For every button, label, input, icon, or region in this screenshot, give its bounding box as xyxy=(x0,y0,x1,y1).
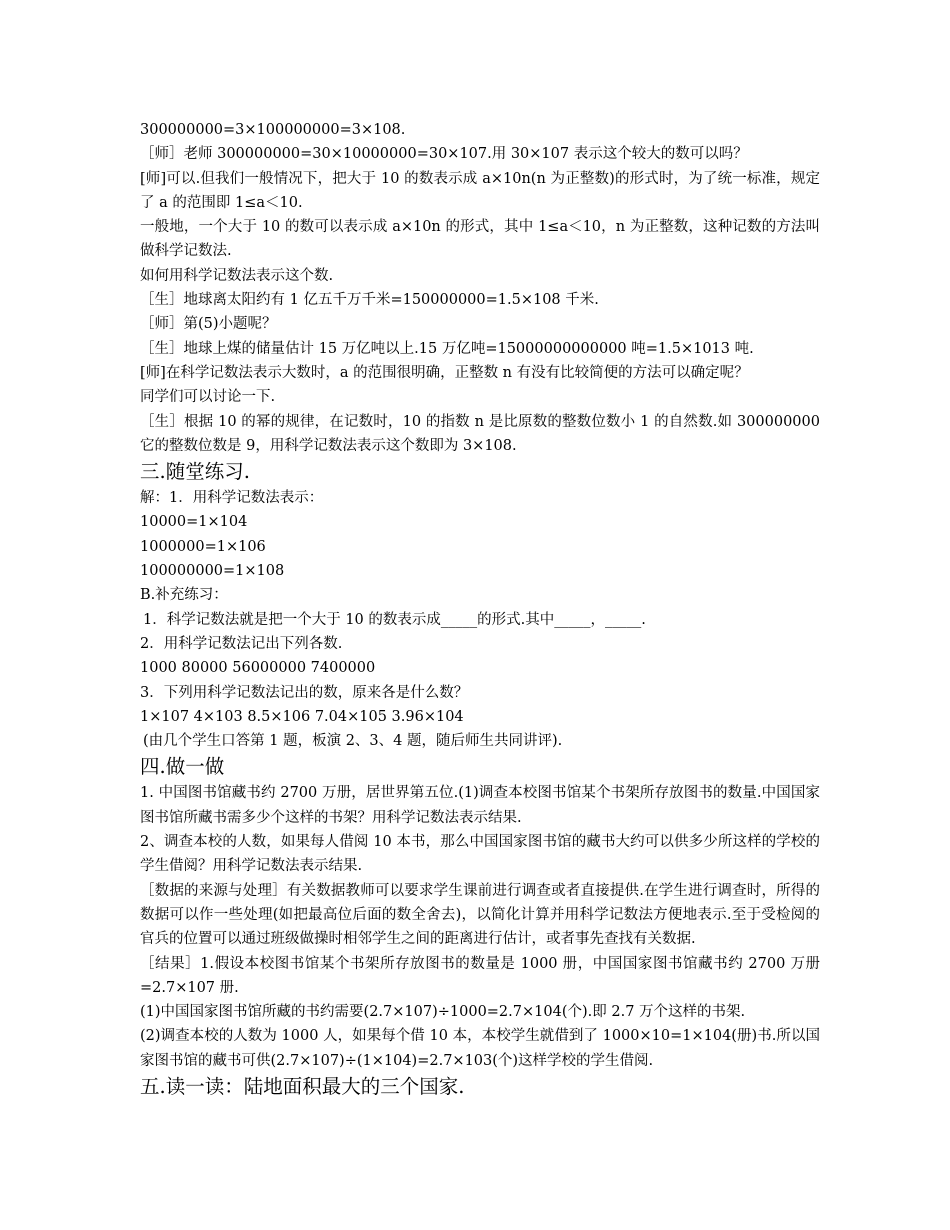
paragraph: 1. 中国图书馆藏书约 2700 万册，居世界第五位.(1)调查本校图书馆某个书架所存放图书的数量.中国国家图书馆所藏书需多少个这样的书架？用科学记数法表示结果. xyxy=(140,785,820,826)
paragraph: (2)调查本校的人数为 1000 人，如果每个借 10 本，本校学生就借到了 1000×10=1×104(册)书.所以国家图书馆的藏书可供(2.7×107)÷(1×104)=2.7×103(个)这样学校的学生借阅. xyxy=(140,1028,820,1069)
paragraph: 1000000=1×106 xyxy=(140,538,266,555)
paragraph: ［师］第(5)小题呢？ xyxy=(140,316,277,333)
paragraph: ［生］地球上煤的储量估计 15 万亿吨以上.15 万亿吨=15000000000000 吨=1.5×1013 吨. xyxy=(140,340,754,357)
paragraph: 解：1．用科学记数法表示： xyxy=(140,490,324,507)
paragraph: 同学们可以讨论一下. xyxy=(140,389,276,406)
section-heading-activity: 四.做一做 xyxy=(140,755,225,779)
paragraph: B.补充练习： xyxy=(140,587,228,604)
paragraph: (1)中国国家图书馆所藏的书约需要(2.7×107)÷1000=2.7×104(个).即 2.7 万个这样的书架. xyxy=(140,1004,746,1021)
paragraph: 如何用科学记数法表示这个数. xyxy=(140,267,334,284)
paragraph: 100000000=1×108 xyxy=(140,563,285,580)
paragraph: 300000000=3×100000000=3×108. xyxy=(140,122,406,138)
exercise-item: 3．下列用科学记数法记出的数，原来各是什么数？ xyxy=(140,684,469,701)
paragraph: ［生］根据 10 的幂的规律，在记数时，10 的指数 n 是比原数的整数位数小 1 的自然数.如 300000000 它的整数位数是 9，用科学记数法表示这个数即为 3×108. xyxy=(140,413,820,454)
exercise-item: 1．科学记数法就是把一个大于 10 的数表示成_____的形式.其中_____，_____. xyxy=(143,611,646,628)
section-heading-practice: 三.随堂练习. xyxy=(140,460,250,484)
document-page xyxy=(140,118,820,1101)
paragraph: 1×107 4×103 8.5×106 7.04×105 3.96×104 xyxy=(140,708,464,725)
paragraph: [师]在科学记数法表示大数时，a 的范围很明确，正整数 n 有没有比较简便的方法可以确定呢？ xyxy=(140,364,749,381)
paragraph: 1000 80000 56000000 7400000 xyxy=(140,660,376,677)
paragraph: 10000=1×104 xyxy=(140,514,248,531)
paragraph: ［数据的来源与处理］有关数据教师可以要求学生课前进行调查或者直接提供.在学生进行调查时，所得的数据可以作一些处理(如把最高位后面的数全舍去)，以简化计算并用科学记数法方便地表示.至于受检阅的官兵的位置可以通过班级做操时相邻学生之间的距离进行估计，或者事先查找有关数据. xyxy=(140,882,820,948)
exercise-item: 2．用科学记数法记出下列各数. xyxy=(140,635,343,652)
paragraph: ［师］老师 300000000=30×10000000=30×107.用 30×107 表示这个较大的数可以吗？ xyxy=(140,146,748,163)
section-heading-reading: 五.读一读：陆地面积最大的三个国家. xyxy=(140,1074,465,1098)
paragraph: 一般地，一个大于 10 的数可以表示成 a×10n 的形式，其中 1≤a＜10，n 为正整数，这种记数的方法叫做科学记数法. xyxy=(140,219,820,260)
paragraph: (由几个学生口答第 1 题，板演 2、3、4 题，随后师生共同讲评). xyxy=(143,733,563,750)
paragraph: 2、调查本校的人数，如果每人借阅 10 本书，那么中国国家图书馆的藏书大约可以供多少所这样的学校的学生借阅？用科学记数法表示结果. xyxy=(140,834,820,875)
paragraph: ［生］地球离太阳约有 1 亿五千万千米=150000000=1.5×108 千米. xyxy=(140,292,599,309)
paragraph: ［结果］1.假设本校图书馆某个书架所存放图书的数量是 1000 册，中国国家图书馆藏书约 2700 万册=2.7×107 册. xyxy=(140,955,820,996)
paragraph: [师]可以.但我们一般情况下，把大于 10 的数表示成 a×10n(n 为正整数)的形式时，为了统一标准，规定了 a 的范围即 1≤a＜10. xyxy=(140,170,820,211)
